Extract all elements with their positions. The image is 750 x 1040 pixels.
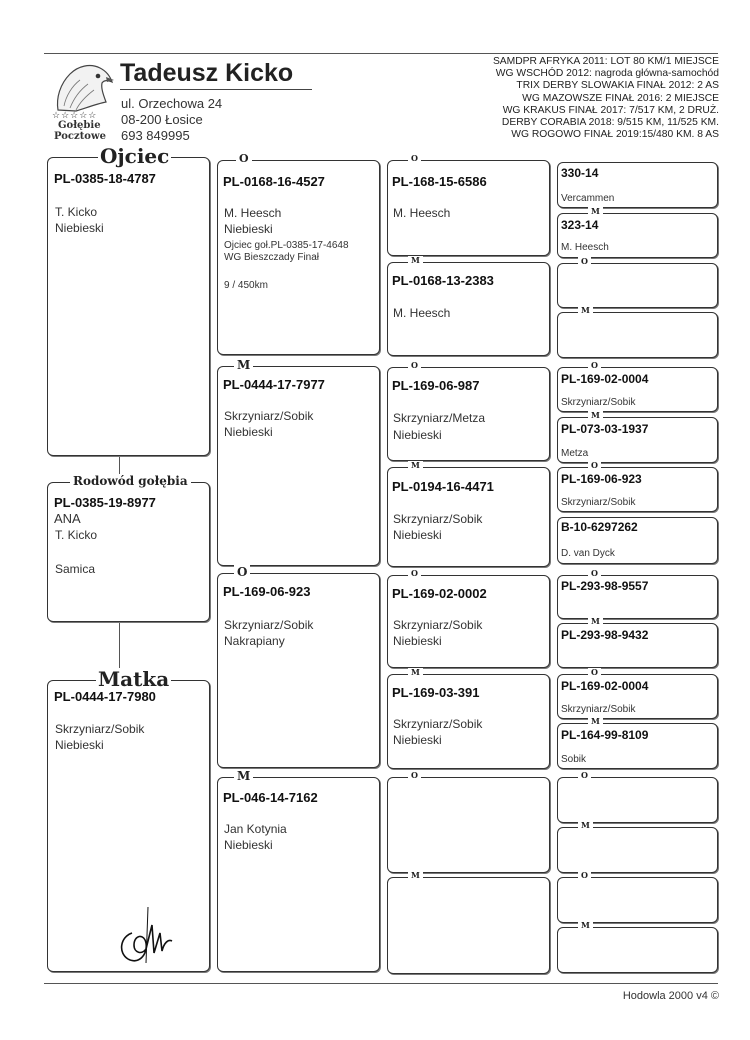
pedigree-note: WG Bieszczady Finał — [224, 252, 320, 263]
mother-ring: PL-0444-17-7980 — [54, 689, 156, 704]
mother-color: Niebieski — [55, 738, 104, 752]
achievement: WG ROGOWO FINAŁ 2019:15/480 KM. 8 AS — [511, 129, 719, 141]
logo — [46, 58, 116, 143]
pedigree-breeder: Skrzyniarz/Sobik — [224, 618, 314, 632]
grandsire-paternal-box[interactable] — [217, 152, 380, 355]
pedigree-breeder: Vercammen — [561, 193, 615, 204]
pedigree-ring: PL-169-02-0004 — [561, 372, 649, 386]
pedigree-ring: PL-169-06-987 — [392, 378, 480, 393]
pedigree-ring: PL-0194-16-4471 — [392, 479, 494, 494]
gggp-box[interactable] — [557, 517, 718, 564]
ggp-box[interactable] — [387, 568, 550, 668]
granddam-paternal-box[interactable] — [217, 358, 380, 566]
gggp-box-empty[interactable] — [557, 256, 718, 308]
father-ring: PL-0385-18-4787 — [54, 171, 156, 186]
achievement: WG KRAKUS FINAŁ 2017: 7/517 KM, 2 DRUŻ. — [502, 104, 719, 116]
male-label: O — [236, 153, 252, 165]
pedigree-note: Ojciec goł.PL-0385-17-4648 — [224, 240, 349, 251]
pedigree-ring: PL-046-14-7162 — [223, 790, 318, 805]
granddam-maternal-box[interactable] — [217, 769, 380, 972]
pigeon-breeder: T. Kicko — [55, 528, 98, 542]
logo-text-line2: Pocztowe — [54, 131, 106, 142]
female-label: M — [408, 668, 423, 677]
pedigree-ring: PL-169-02-0004 — [561, 679, 649, 693]
ggp-box[interactable] — [387, 153, 550, 256]
male-label: O — [408, 569, 421, 578]
female-label: M — [578, 921, 593, 930]
male-label: O — [588, 461, 601, 470]
father-color: Niebieski — [55, 221, 104, 235]
pigeon-head-logo-icon — [46, 58, 116, 113]
pedigree-breeder: M. Heesch — [561, 242, 609, 253]
male-label: O — [588, 569, 601, 578]
grandsire-maternal-box[interactable] — [217, 565, 380, 768]
pedigree-breeder: M. Heesch — [393, 306, 451, 320]
pigeon-name: ANA — [54, 511, 81, 526]
software-credit: Hodowla 2000 v4 © — [622, 990, 719, 1002]
ggp-box[interactable] — [387, 360, 550, 461]
pedigree-ring: PL-169-06-923 — [223, 584, 311, 599]
pedigree-ring: B-10-6297262 — [561, 520, 638, 534]
bottom-rule — [44, 983, 718, 984]
pedigree-ring: PL-293-98-9557 — [561, 579, 649, 593]
female-label: M — [588, 207, 603, 216]
male-label: O — [578, 871, 591, 880]
gggp-box-empty[interactable] — [557, 305, 718, 358]
pedigree-ring: 330-14 — [561, 166, 599, 180]
pedigree-color: Niebieski — [393, 634, 442, 648]
pedigree-breeder: Skrzyniarz/Sobik — [561, 497, 636, 508]
gggp-box-empty[interactable] — [557, 920, 718, 973]
father-box[interactable] — [47, 144, 210, 456]
gggp-box[interactable] — [557, 667, 718, 719]
male-label: O — [588, 361, 601, 370]
logo-text-line1: Gołębie — [58, 120, 101, 131]
pedigree-ring: PL-169-02-0002 — [392, 586, 487, 601]
gggp-box[interactable] — [557, 162, 718, 208]
pedigree-breeder: Skrzyniarz/Metza — [393, 411, 486, 425]
pedigree-color: Niebieski — [224, 838, 273, 852]
female-label: M — [234, 358, 253, 372]
address-line2: 08-200 Łosice — [121, 112, 203, 127]
male-label: O — [588, 668, 601, 677]
signature — [112, 903, 192, 967]
mother-box[interactable] — [47, 667, 210, 972]
female-label: M — [588, 717, 603, 726]
address-line1: ul. Orzechowa 24 — [121, 96, 223, 111]
achievement: TRIX DERBY SLOWAKIA FINAŁ 2012: 2 AS — [516, 80, 719, 92]
gggp-box[interactable] — [557, 410, 718, 463]
pedigree-breeder: Metza — [561, 448, 589, 459]
pedigree-breeder: Skrzyniarz/Sobik — [561, 397, 636, 408]
ggp-box[interactable] — [387, 255, 550, 356]
mother-label: Matka — [98, 667, 170, 691]
name-underline — [120, 89, 312, 90]
pigeon-ring: PL-0385-19-8977 — [54, 495, 156, 510]
pedigree-color: Niebieski — [393, 528, 442, 542]
gggp-box-empty[interactable] — [557, 820, 718, 873]
pedigree-breeder: Skrzyniarz/Sobik — [393, 717, 483, 731]
gggp-box[interactable] — [557, 568, 718, 619]
pedigree-ring: PL-0168-13-2383 — [392, 273, 494, 288]
female-label: M — [408, 461, 423, 470]
pigeon-box[interactable] — [47, 474, 210, 622]
pedigree-breeder: Jan Kotynia — [224, 822, 287, 836]
pedigree-ring: PL-168-15-6586 — [392, 174, 487, 189]
female-label: M — [578, 821, 593, 830]
male-label: O — [408, 154, 421, 163]
pedigree-ring: PL-293-98-9432 — [561, 628, 649, 642]
pedigree-label: Rodowód gołębia — [70, 474, 191, 488]
male-label: O — [234, 565, 250, 579]
male-label: O — [408, 361, 421, 370]
phone: 693 849995 — [121, 128, 190, 143]
achievements-list — [493, 56, 719, 141]
gggp-box[interactable] — [557, 360, 718, 412]
pedigree-ring: PL-073-03-1937 — [561, 422, 649, 436]
mother-breeder: Skrzyniarz/Sobik — [55, 722, 145, 736]
female-label: M — [408, 256, 423, 265]
achievement: DERBY CORABIA 2018: 9/515 KM, 11/525 KM. — [501, 117, 719, 129]
pedigree-breeder: Skrzyniarz/Sobik — [393, 618, 483, 632]
pedigree-breeder: Skrzyniarz/Sobik — [224, 409, 314, 423]
male-label: O — [578, 257, 591, 266]
gggp-box[interactable] — [557, 716, 718, 769]
logo-stars: ☆☆☆☆☆ — [52, 110, 98, 120]
pedigree-ring: PL-169-03-391 — [392, 685, 480, 700]
breeder-name: Tadeusz Kicko — [120, 59, 294, 87]
father-label: Ojciec — [100, 144, 170, 168]
female-label: M — [588, 617, 603, 626]
pigeon-sex: Samica — [55, 562, 96, 576]
female-label: M — [578, 306, 593, 315]
pedigree-breeder: Sobik — [561, 754, 587, 765]
pedigree-color: Niebieski — [393, 733, 442, 747]
gggp-box[interactable] — [557, 206, 718, 258]
achievement: WG MAZOWSZE FINAŁ 2016: 2 MIEJSCE — [522, 92, 719, 104]
gggp-box-empty[interactable] — [557, 770, 718, 823]
top-rule — [44, 53, 718, 54]
ggp-box[interactable] — [387, 460, 550, 567]
gggp-box[interactable] — [557, 616, 718, 668]
pedigree-ring: PL-0168-16-4527 — [223, 174, 325, 189]
gggp-box[interactable] — [557, 460, 718, 512]
pedigree-ring: 323-14 — [561, 218, 599, 232]
female-label: M — [234, 769, 253, 783]
pedigree-breeder: M. Heesch — [224, 206, 282, 220]
father-breeder: T. Kicko — [55, 205, 98, 219]
pedigree-ring: PL-0444-17-7977 — [223, 377, 325, 392]
male-label: O — [578, 771, 591, 780]
ggp-box[interactable] — [387, 667, 550, 769]
pedigree-color: Niebieski — [224, 222, 273, 236]
pedigree-color: Niebieski — [393, 428, 442, 442]
pedigree-breeder: Skrzyniarz/Sobik — [393, 512, 483, 526]
ggp-box-empty[interactable] — [387, 870, 550, 974]
pedigree-breeder: M. Heesch — [393, 206, 451, 220]
pedigree-color: Niebieski — [224, 425, 273, 439]
achievement: SAMDPR AFRYKA 2011: LOT 80 KM/1 MIEJSCE — [492, 56, 719, 67]
male-label: O — [408, 771, 421, 780]
pedigree-ring: PL-169-06-923 — [561, 472, 642, 486]
female-label: M — [588, 411, 603, 420]
achievement: WG WSCHÓD 2012: nagroda główna-samochód — [495, 68, 719, 80]
pedigree-color: Nakrapiany — [224, 634, 285, 648]
pedigree-ring: PL-164-99-8109 — [561, 728, 649, 742]
pedigree-breeder: Skrzyniarz/Sobik — [561, 704, 636, 715]
female-label: M — [408, 871, 423, 880]
pedigree-note: 9 / 450km — [224, 280, 268, 291]
ggp-box-empty[interactable] — [387, 770, 550, 873]
gggp-box-empty[interactable] — [557, 870, 718, 923]
pedigree-breeder: D. van Dyck — [561, 548, 615, 559]
